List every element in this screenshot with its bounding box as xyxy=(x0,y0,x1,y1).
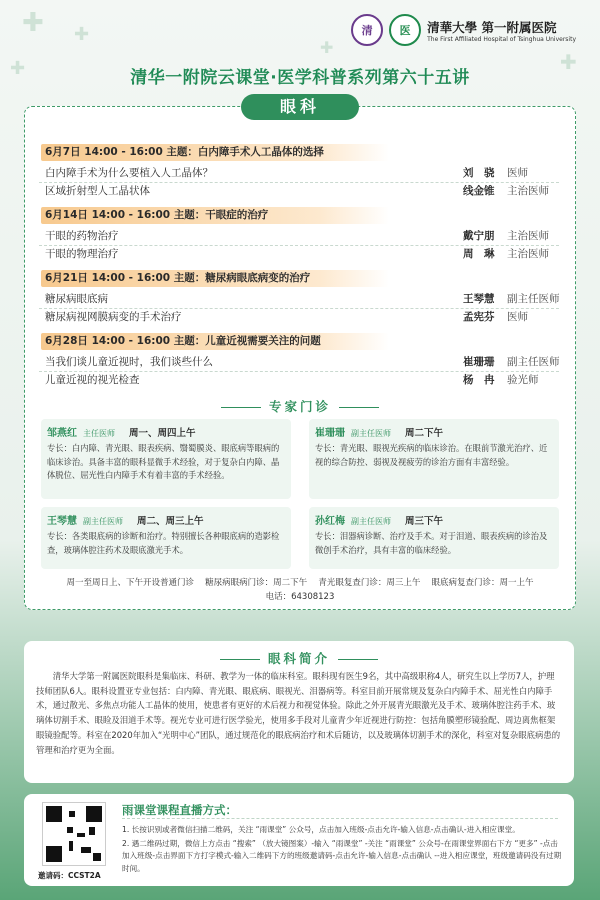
live-course-title: 雨课堂课程直播方式： xyxy=(122,803,237,817)
intro-section-title xyxy=(24,649,574,667)
hospital-logos xyxy=(351,14,576,46)
lecture-topic: 干眼的药物治疗 xyxy=(45,230,119,242)
lecture-topic: 区域折射型人工晶状体 xyxy=(45,185,150,197)
page-title: 清华一附院云课堂·医学科普系列第六十五讲 xyxy=(130,68,470,88)
lecturer-role: 主治医师 xyxy=(507,248,549,260)
lecture-row xyxy=(45,228,557,244)
lecture-topic: 干眼的物理治疗 xyxy=(45,248,119,260)
phone-number: 电话：64308123 xyxy=(265,592,335,602)
live-course-card xyxy=(24,794,574,886)
session-header: 6月14日 14:00 - 16:00 主题：干眼症的治疗 xyxy=(41,207,389,224)
tsinghua-seal-icon: 清 xyxy=(351,14,383,46)
expert-name: 孙红梅 xyxy=(315,516,345,527)
lecture-topic: 当我们谈儿童近视时，我们谈些什么 xyxy=(45,356,213,368)
expert-name: 王琴慧 xyxy=(47,516,77,527)
hospital-name-cn: 清華大學 第一附属医院 xyxy=(427,19,557,35)
plus-decor-icon: ✚ xyxy=(22,8,44,38)
expert-name: 邹燕红 xyxy=(47,428,77,439)
plus-decor-icon: ✚ xyxy=(74,24,90,45)
lecturer-name: 刘 骁 xyxy=(463,167,495,179)
expert-card xyxy=(309,507,559,569)
clinic-schedule-note: 周一至周日上、下午开设普通门诊 糖尿病眼病门诊：周二下午 青光眼复查门诊：周三上午 眼底病复查门诊：周一上午 xyxy=(66,578,534,588)
experts-section-title xyxy=(25,397,575,415)
hospital-name xyxy=(427,18,576,43)
lecturer-name: 周 琳 xyxy=(463,248,495,260)
expert-title: 副主任医师 xyxy=(351,429,391,438)
lecturer-role: 医师 xyxy=(507,167,528,179)
live-step-1: 1. 长按识别或者微信扫描二维码，关注 “雨课堂” 公众号，点击加入班级-点击允许-输入信息-点击确认-进入相应课堂。 xyxy=(122,825,520,834)
invite-code: 邀请码：CCST2A xyxy=(38,871,101,880)
expert-specialty: 专长：各类眼底病的诊断和治疗。特别擅长各种眼底病的造影检查，玻璃体腔注药术及眼底激光手术。 xyxy=(47,531,280,555)
expert-title: 主任医师 xyxy=(83,429,115,438)
lecture-topic: 糖尿病眼底病 xyxy=(45,293,108,305)
lecture-topic: 白内障手术为什么要植入人工晶体？ xyxy=(45,167,213,179)
lecture-row xyxy=(45,309,557,325)
lecture-topic: 儿童近视的视光检查 xyxy=(45,374,140,386)
session-header: 6月21日 14:00 - 16:00 主题：糖尿病眼底病变的治疗 xyxy=(41,270,389,287)
lecturer-name: 杨 冉 xyxy=(463,374,495,386)
expert-name: 崔珊珊 xyxy=(315,428,345,439)
lecturer-name: 崔珊珊 xyxy=(463,356,495,368)
lecture-row xyxy=(45,291,560,307)
lecturer-role: 副主任医师 xyxy=(507,356,560,368)
expert-clinic-time: 周一、周四上午 xyxy=(129,428,196,439)
lecture-topic: 糖尿病视网膜病变的手术治疗 xyxy=(45,311,182,323)
intro-card xyxy=(24,641,574,783)
lecturer-role: 主治医师 xyxy=(507,185,549,197)
schedule-card xyxy=(24,106,576,610)
expert-card xyxy=(309,419,559,499)
divider xyxy=(122,818,558,819)
expert-specialty: 专长：泪器病诊断、治疗及手术。对于泪道、眼表疾病的诊治及微创手术治疗，具有丰富的临床经验。 xyxy=(315,531,548,555)
expert-clinic-time: 周三下午 xyxy=(405,516,444,527)
expert-title: 副主任医师 xyxy=(351,517,391,526)
expert-specialty: 专长：白内障、青光眼、眼表疾病、翳蜀膜炎、眼底病等眼病的临床诊治。具备丰富的眼科显微手术经验，对于复杂白内障、晶体脱位、屈光性白内障手术有着丰富的手术经验。 xyxy=(47,443,280,481)
qr-code-icon[interactable] xyxy=(42,802,106,866)
lecturer-role: 医师 xyxy=(507,311,528,323)
plus-decor-icon: ✚ xyxy=(320,38,334,57)
experts-title-text: 专家门诊 xyxy=(268,399,331,414)
lecturer-role: 副主任医师 xyxy=(507,293,560,305)
lecturer-name: 戴宁朋 xyxy=(463,230,495,242)
lecturer-name: 孟宪芬 xyxy=(463,311,495,323)
session-header: 6月28日 14:00 - 16:00 主题：儿童近视需要关注的问题 xyxy=(41,333,389,350)
lecture-row xyxy=(45,372,557,388)
hospital-emblem-icon: 医 xyxy=(389,14,421,46)
expert-clinic-time: 周二、周三上午 xyxy=(137,516,204,527)
expert-card xyxy=(41,419,291,499)
department-tab: 眼科 xyxy=(241,94,359,120)
lecturer-name: 王琴慧 xyxy=(463,293,495,305)
session-header: 6月7日 14:00 - 16:00 主题：白内障手术人工晶体的选择 xyxy=(41,144,389,161)
lecturer-role: 验光师 xyxy=(507,374,539,386)
lecture-row xyxy=(45,246,557,262)
lecture-row xyxy=(45,165,557,181)
expert-specialty: 专长：青光眼、眼视光疾病的临床诊治。在眼前节激光治疗、近视的综合防控、弱视及视疲劳的诊治方面有丰富经验。 xyxy=(315,443,548,467)
lecturer-role: 主治医师 xyxy=(507,230,549,242)
expert-title: 副主任医师 xyxy=(83,517,123,526)
lecturer-name: 线金锥 xyxy=(463,185,495,197)
lecture-row xyxy=(45,354,560,370)
plus-decor-icon: ✚ xyxy=(10,58,26,79)
live-step-2: 2. 遇二维码过期，微信上方点击 “搜索” （放大镜图案）-输入 “雨课堂” -关注 “雨课堂” 公众号-在雨课堂界面右下方 “更多” -点击加入班级-点击界面下方打字模式-输入二维码下方的班级邀请码-点击允许-输入信息-点击确认 --进入相应课堂，班级邀请码没有过期时间。 xyxy=(122,839,562,873)
plus-decor-icon: ✚ xyxy=(560,50,577,74)
expert-card xyxy=(41,507,291,569)
intro-text: 清华大学第一附属医院眼科是集临床、科研、教学为一体的临床科室。眼科现有医生9名，其中高级职称4人，研究生以上学历7人，护理技师团队6人。眼科设置亚专业包括：白内障、青光眼、眼底病、眼视光、泪器病等。科室目前开展常规及复杂白内障手术、屈光性白内障手术，通过散光、多焦点功能人工晶体的使用，使患者有更好的术后视力和视觉体验。除此之外开展青光眼激光及手术、玻璃体腔注药手术、玻璃体切割手术、眼睑及泪道手术等。视光专业可进行医学验光，使用多手段对儿童青少年近视进行防控：包括角膜塑形镜验配、周边离焦框架眼镜验配等。科室在2020年加入“光明中心”团队，通过规范化的眼底病治疗和术后随访，以及玻璃体切割手术的深化，科室对复杂眼底病患的管理和治疗更为全面。 xyxy=(36,671,561,755)
lecture-row xyxy=(45,183,557,199)
intro-title-text: 眼科简介 xyxy=(267,651,330,666)
expert-clinic-time: 周二下午 xyxy=(405,428,444,439)
hospital-name-en: The First Affiliated Hospital of Tsinghua University xyxy=(427,35,576,43)
